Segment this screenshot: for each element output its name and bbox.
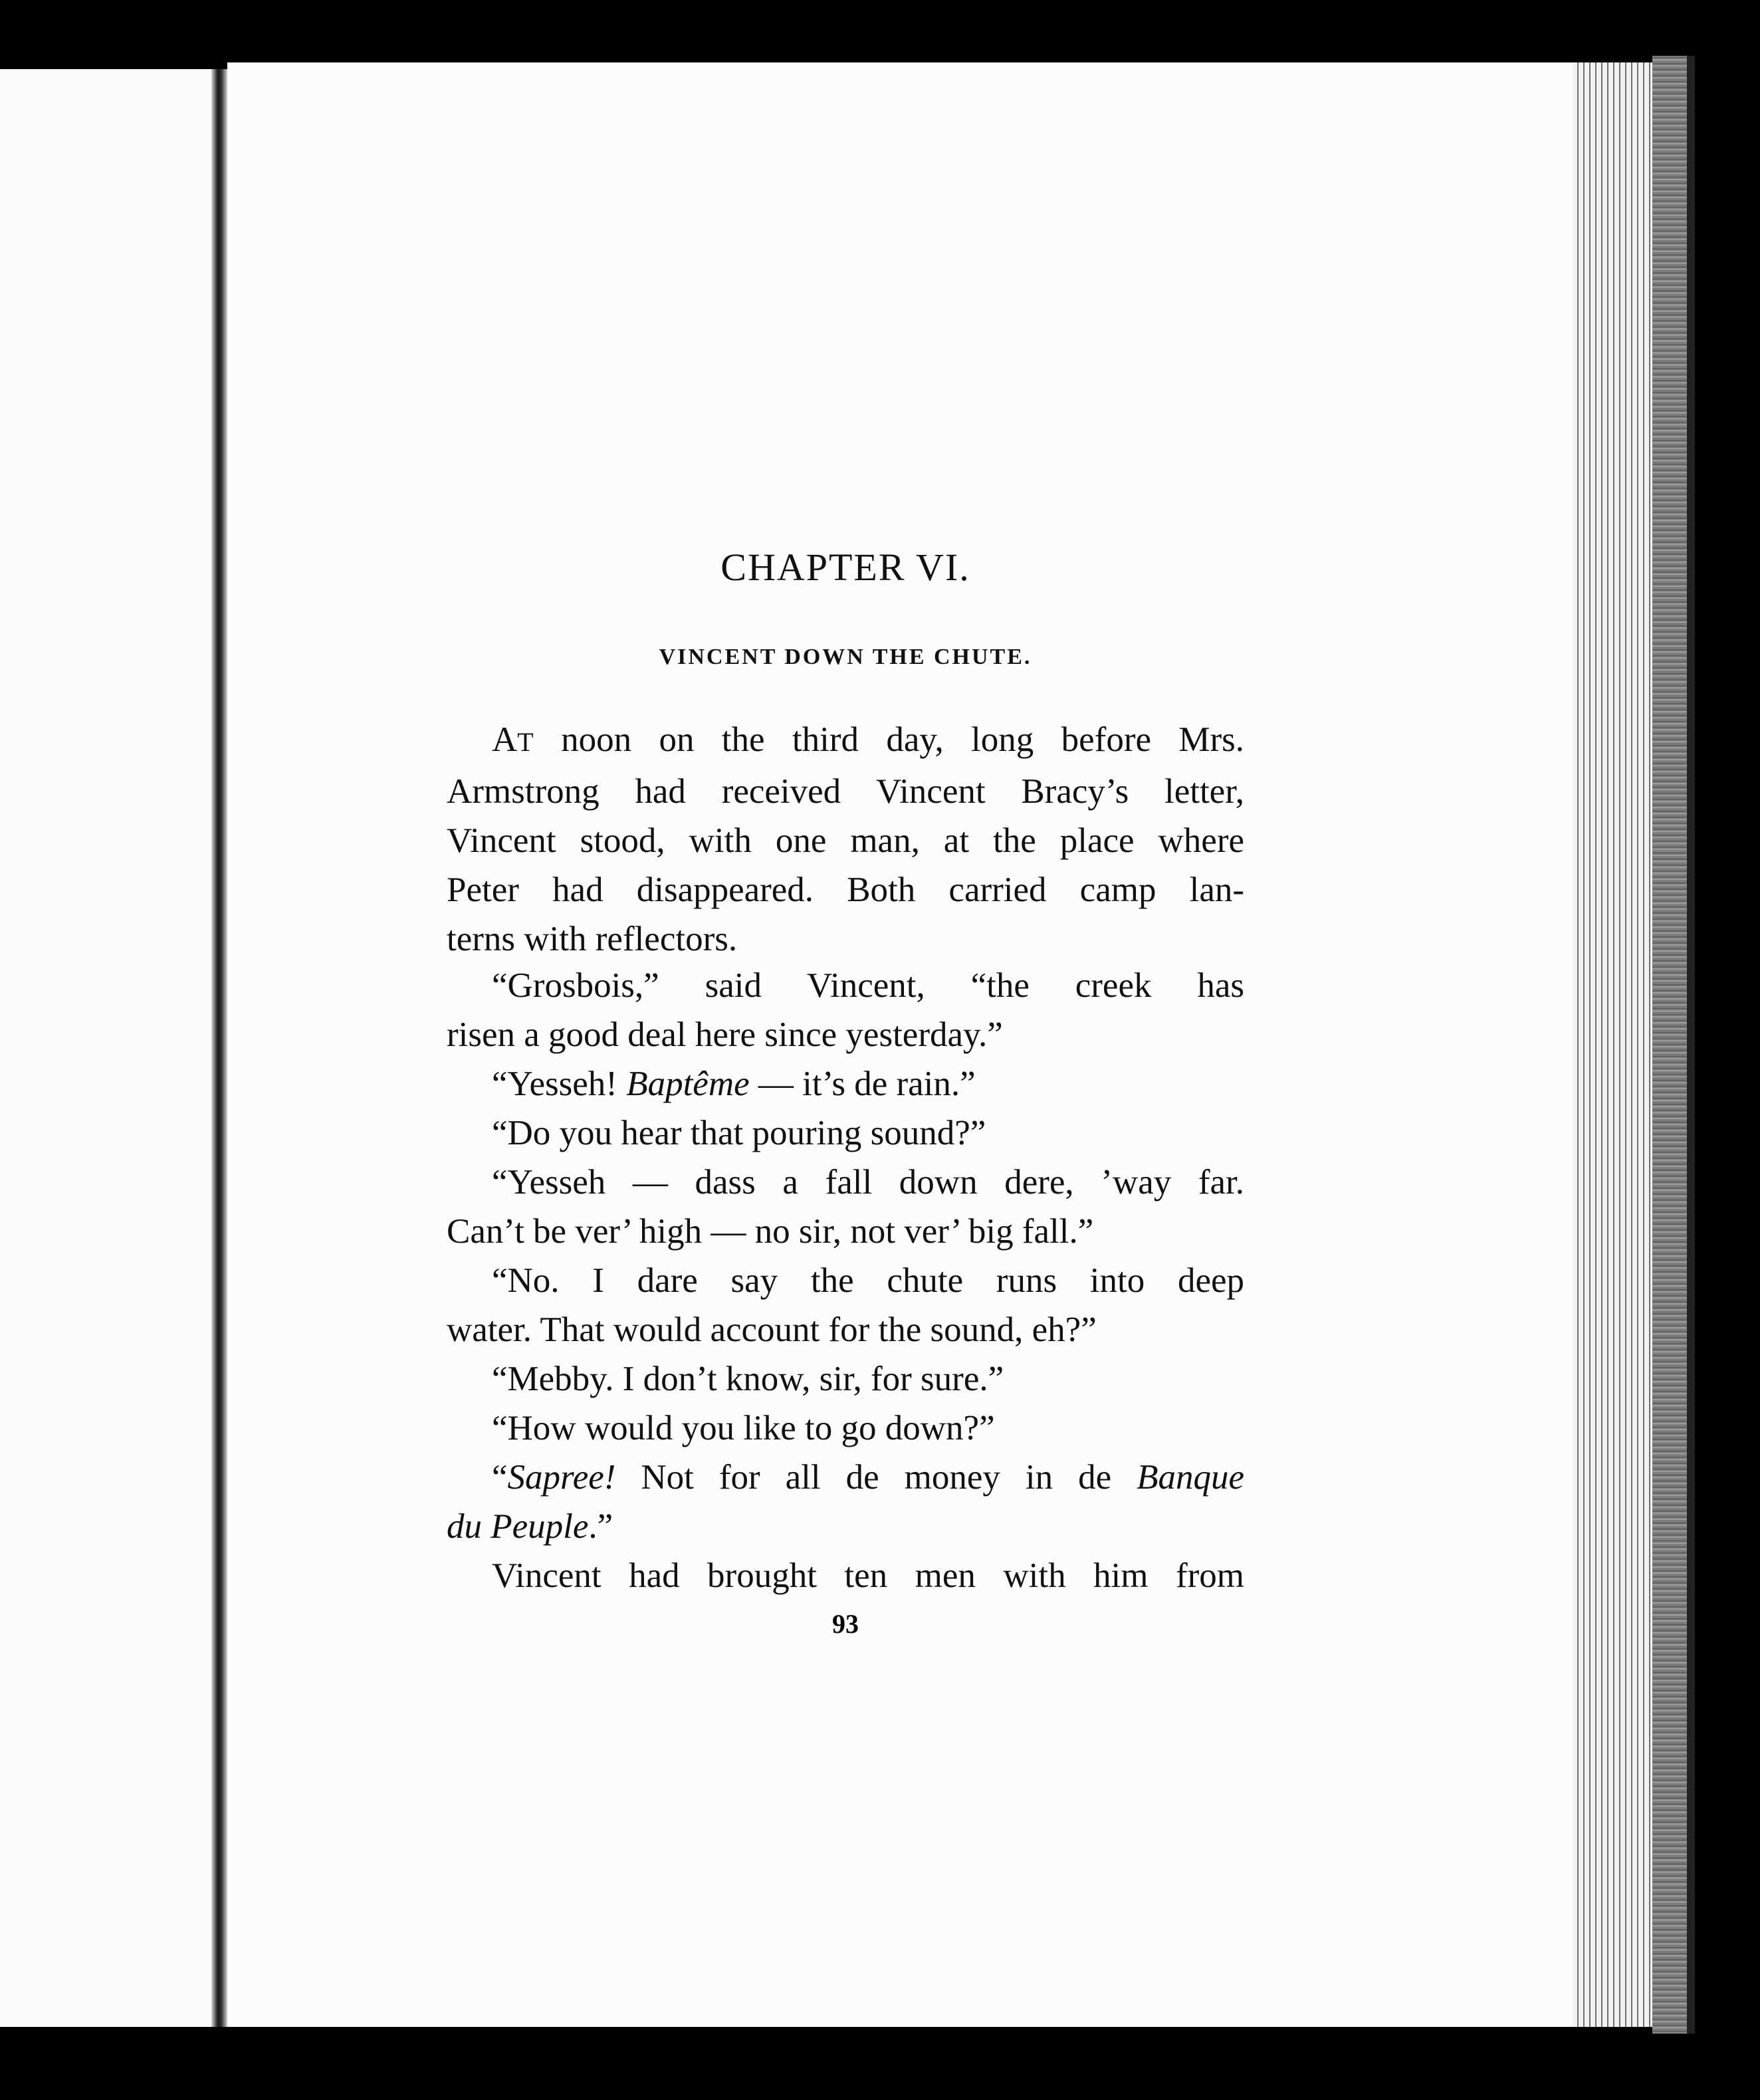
chapter-subtitle: VINCENT DOWN THE CHUTE.: [659, 645, 1032, 669]
paragraph: [447, 1256, 1244, 1354]
text-line: “No. I dare say the chute runs into deep: [492, 1261, 1244, 1300]
chapter-title: CHAPTER VI.: [720, 546, 970, 589]
paragraph: [447, 715, 1244, 964]
text-line: “Sapree! Not for all de money in de Banque: [492, 1458, 1244, 1497]
text-line: AT noon on the third day, long before Mrs.: [492, 720, 1244, 759]
text-line: “Mebby. I don’t know, sir, for sure.”: [492, 1360, 1004, 1398]
page-edges: [1573, 62, 1652, 2027]
paragraph: [447, 1551, 1244, 1600]
paragraph: [447, 1108, 1244, 1158]
paragraph: [447, 1404, 1244, 1453]
previous-page: [0, 69, 211, 2027]
book-cover-edge: [1652, 56, 1687, 2034]
text-line: risen a good deal here since yesterday.”: [447, 1015, 1003, 1054]
paragraph: [447, 1158, 1244, 1256]
text-line: “Yesseh — dass a fall down dere, ’way far.: [492, 1163, 1244, 1202]
text-line: Can’t be ver’ high — no sir, not ver’ big fall.”: [447, 1212, 1094, 1251]
text-line: Vincent stood, with one man, at the place where: [447, 821, 1244, 860]
paragraph: [447, 1059, 1244, 1108]
book-gutter: [211, 69, 227, 2027]
text-line: Armstrong had received Vincent Bracy’s letter,: [447, 772, 1244, 811]
text-line: Vincent had brought ten men with him from: [492, 1556, 1244, 1595]
text-line: terns with reflectors.: [447, 920, 738, 958]
paragraph: [447, 961, 1244, 1059]
text-line: “Grosbois,” said Vincent, “the creek has: [492, 966, 1244, 1005]
paragraph: [447, 1354, 1244, 1404]
page-number: 93: [832, 1609, 859, 1639]
text-line: “How would you like to go down?”: [492, 1409, 995, 1447]
paragraph: [447, 1453, 1244, 1551]
text-line: water. That would account for the sound, eh?”: [447, 1311, 1097, 1349]
text-line: du Peuple.”: [447, 1507, 613, 1546]
text-line: “Do you hear that pouring sound?”: [492, 1114, 986, 1152]
text-line: Peter had disappeared. Both carried camp lan-: [447, 871, 1244, 909]
book-cover-rim: [1687, 56, 1695, 2034]
text-line: “Yesseh! Baptême — it’s de rain.”: [492, 1065, 976, 1103]
